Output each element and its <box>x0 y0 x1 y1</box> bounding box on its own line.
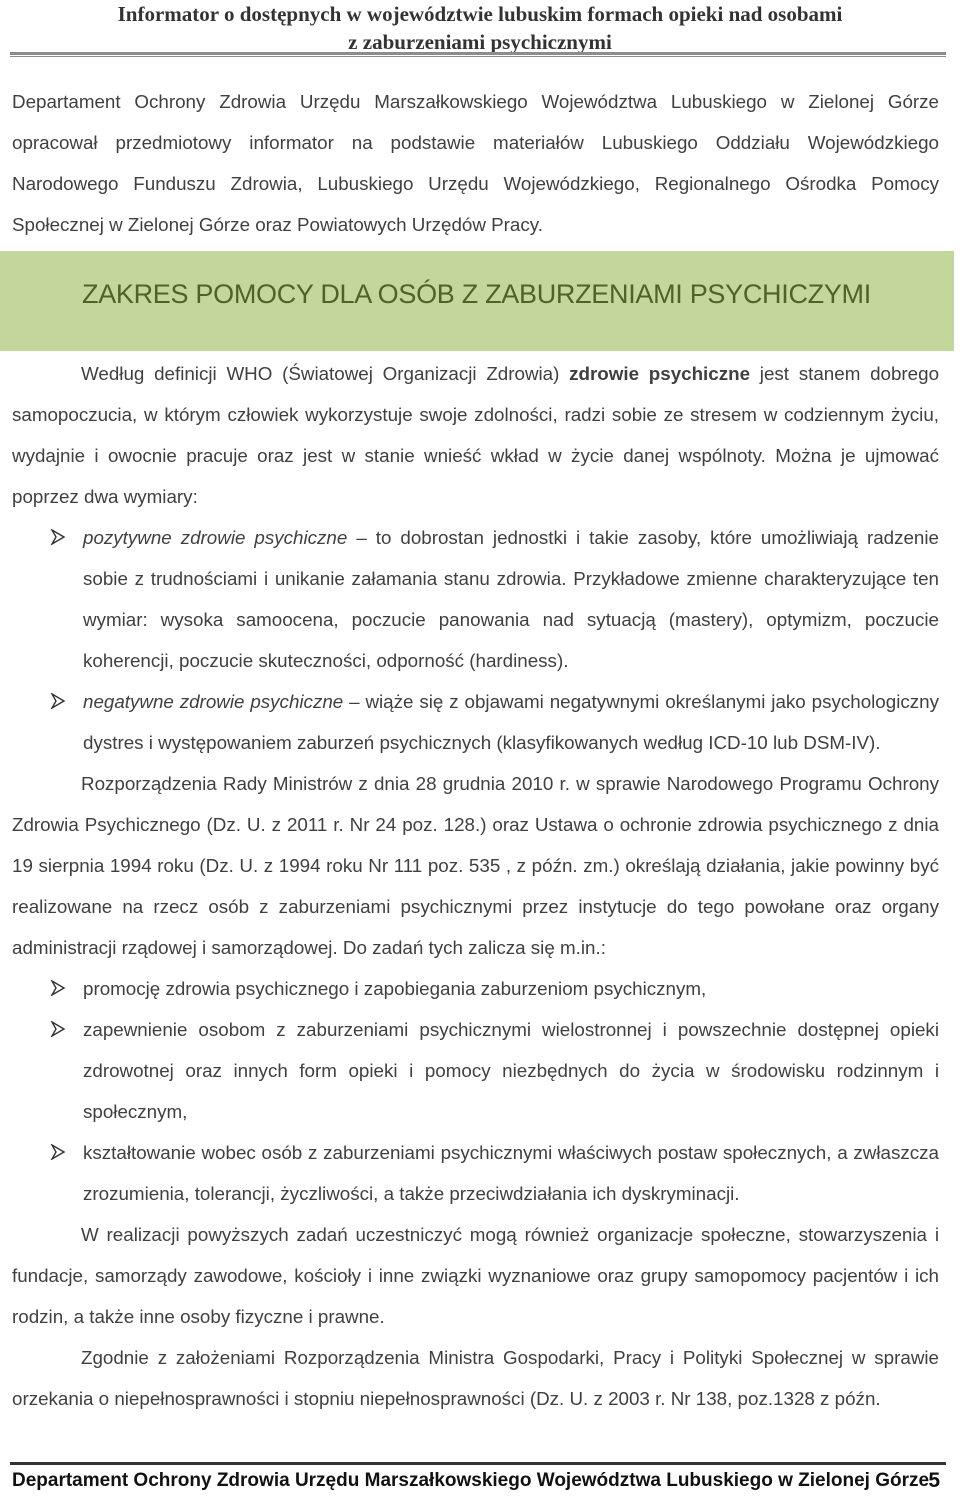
list-item <box>12 1009 939 1132</box>
task-text: zapewnienie osobom z zaburzeniami psychicznymi wielostronnej i powszechnie dostępnej opieki zdrowotnej oraz innych form opieki i pomocy niezbędnych do życia w środowisku rodzinnym i społecznym, <box>83 1019 939 1122</box>
main-content <box>12 353 939 1419</box>
arrow-bullet-icon <box>50 1144 66 1160</box>
section-heading-band <box>0 251 954 351</box>
list-item <box>12 1132 939 1214</box>
dimension-text: – wiąże się z objawami negatywnymi określanymi jako psychologiczny dystres i występowaniem zaburzeń psychicznych (klasyfikowanych według ICD-10 lub DSM-IV). <box>83 691 939 753</box>
task-text: kształtowanie wobec osób z zaburzeniami psychicznymi właściwych postaw społecznych, a zwłaszcza zrozumienia, tolerancji, życzliwości, a także przeciwdziałania ich dyskryminacji. <box>83 1142 939 1204</box>
list-item <box>12 517 939 681</box>
footer-text: Departament Ochrony Zdrowia Urzędu Marszałkowskiego Województwa Lubuskiego w Zielonej Górze <box>12 1470 930 1491</box>
header-rule <box>10 52 946 57</box>
who-text-pre: Według definicji WHO (Światowej Organizacji Zdrowia) <box>81 363 570 384</box>
dimension-term: pozytywne zdrowie psychiczne <box>83 527 348 548</box>
page-footer <box>12 1466 948 1496</box>
arrow-bullet-icon <box>50 529 66 545</box>
task-text: promocję zdrowia psychicznego i zapobiegania zaburzeniom psychicznym, <box>83 978 707 999</box>
disability-paragraph: Zgodnie z założeniami Rozporządzenia Ministra Gospodarki, Pracy i Polityki Społecznej w sprawie orzekania o niepełnosprawności i stopniu niepełnosprawności (Dz. U. z 2003 r. Nr 138, poz.1328 z późn. <box>12 1347 939 1409</box>
arrow-bullet-icon <box>50 1021 66 1037</box>
regulation-paragraph: Rozporządzenia Rady Ministrów z dnia 28 grudnia 2010 r. w sprawie Narodowego Programu Ochrony Zdrowia Psychicznego (Dz. U. z 2011 r. Nr 24 poz. 128.) oraz Ustawa o ochronie zdrowia psychicznego z dnia 19 sierpnia 1994 roku (Dz. U. z 1994 roku Nr 111 poz. 535 , z późn. zm.) określają działania, jakie powinny być realizowane na rzecz osób z zaburzeniami psychicznymi przez instytucje do tego powołane oraz organy administracji rządowej i samorządowej. Do zadań tych zalicza się m.in.: <box>12 773 939 958</box>
header-line-1: Informator o dostępnych w województwie lubuskim formach opieki nad osobami <box>117 2 843 26</box>
tasks-list <box>12 968 939 1214</box>
list-item <box>12 681 939 763</box>
header-line-2: z zaburzeniami psychicznymi <box>348 30 612 54</box>
who-definition-paragraph <box>12 353 939 517</box>
section-heading: ZAKRES POMOCY DLA OSÓB Z ZABURZENIAMI PSYCHICZYMI <box>82 279 871 309</box>
footer-rule <box>10 1462 946 1465</box>
dimension-text: – to dobrostan jednostki i takie zasoby, które umożliwiają radzenie sobie z trudnościami i unikanie załamania stanu zdrowia. Przykładowe zmienne charakteryzujące ten wymiar: wysoka samoocena, poczucie panowania nad sytuacją (mastery), optymizm, poczucie koherencji, poczucie skuteczności, odporność (hardiness). <box>83 527 939 671</box>
who-text-post: jest stanem dobrego samopoczucia, w którym człowiek wykorzystuje swoje zdolności, radzi sobie ze stresem w codziennym życiu, wydajnie i owocnie pracuje oraz jest w stanie wnieść wkład w życie danej wspólnoty. Można je ujmować poprzez dwa wymiary: <box>12 363 940 507</box>
intro-paragraph: Departament Ochrony Zdrowia Urzędu Marszałkowskiego Województwa Lubuskiego w Zielonej Górze opracował przedmiotowy informator na podstawie materiałów Lubuskiego Oddziału Wojewódzkiego Narodowego Funduszu Zdrowia, Lubuskiego Urzędu Wojewódzkiego, Regionalnego Ośrodka Pomocy Społecznej w Zielonej Górze oraz Powiatowych Urzędów Pracy. <box>12 91 939 235</box>
who-term-mental-health: zdrowie psychiczne <box>569 363 751 384</box>
list-item <box>12 968 939 1009</box>
participation-paragraph: W realizacji powyższych zadań uczestniczyć mogą również organizacje społeczne, stowarzyszenia i fundacje, samorządy zawodowe, kościoły i inne związki wyznaniowe oraz grupy samopomocy pacjentów i ich rodzin, a także inne osoby fizyczne i prawne. <box>12 1224 939 1327</box>
page-number: 5 <box>928 1469 940 1492</box>
intro-section <box>12 81 939 245</box>
arrow-bullet-icon <box>50 693 66 709</box>
dimension-term: negatywne zdrowie psychiczne <box>83 691 344 712</box>
dimensions-list <box>12 517 939 763</box>
page-header <box>0 0 960 56</box>
arrow-bullet-icon <box>50 980 66 996</box>
